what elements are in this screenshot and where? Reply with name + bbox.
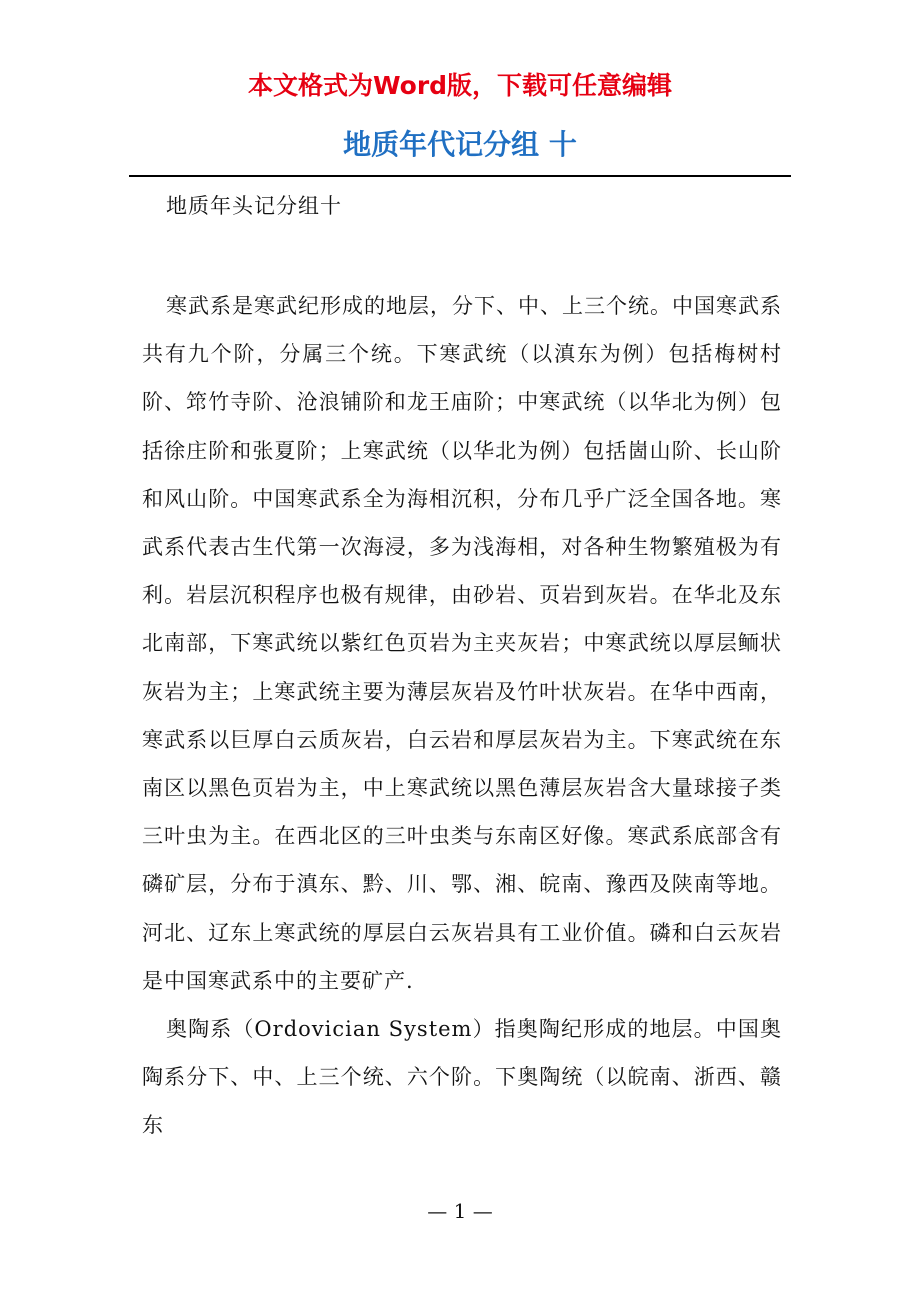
document-body	[142, 282, 782, 1150]
paragraph-cambrian: 寒武系是寒武纪形成的地层，分下、中、上三个统。中国寒武系共有九个阶，分属三个统。下寒武统（以滇东为例）包括梅树村阶、筇竹寺阶、沧浪铺阶和龙王庙阶；中寒武统（以华北为例）包括徐庄阶和张夏阶；上寒武统（以华北为例）包括崮山阶、长山阶和风山阶。中国寒武系全为海相沉积，分布几乎广泛全国各地。寒武系代表古生代第一次海浸，多为浅海相，对各种生物繁殖极为有利。岩层沉积程序也极有规律，由砂岩、页岩到灰岩。在华北及东北南部，下寒武统以紫红色页岩为主夹灰岩；中寒武统以厚层鲕状灰岩为主；上寒武统主要为薄层灰岩及竹叶状灰岩。在华中西南，寒武系以巨厚白云质灰岩，白云岩和厚层灰岩为主。下寒武统在东南区以黑色页岩为主，中上寒武统以黑色薄层灰岩含大量球接子类三叶虫为主。在西北区的三叶虫类与东南区好像。寒武系底部含有磷矿层，分布于滇东、黔、川、鄂、湘、皖南、豫西及陕南等地。河北、辽东上寒武统的厚层白云灰岩具有工业价值。磷和白云灰岩是中国寒武系中的主要矿产.	[142, 294, 782, 993]
page-number: — 1 —	[427, 1199, 493, 1223]
document-subtitle: 地质年头记分组十	[166, 194, 342, 218]
title-divider	[129, 175, 791, 177]
download-notice-banner: 本文格式为Word版，下载可任意编辑	[247, 71, 673, 100]
document-title: 地质年代记分组 十	[343, 128, 577, 161]
paragraph-ordovician: 奥陶系（Ordovician System）指奥陶纪形成的地层。中国奥陶系分下、中、上三个统、六个阶。下奥陶统（以皖南、浙西、赣东	[142, 1017, 782, 1138]
